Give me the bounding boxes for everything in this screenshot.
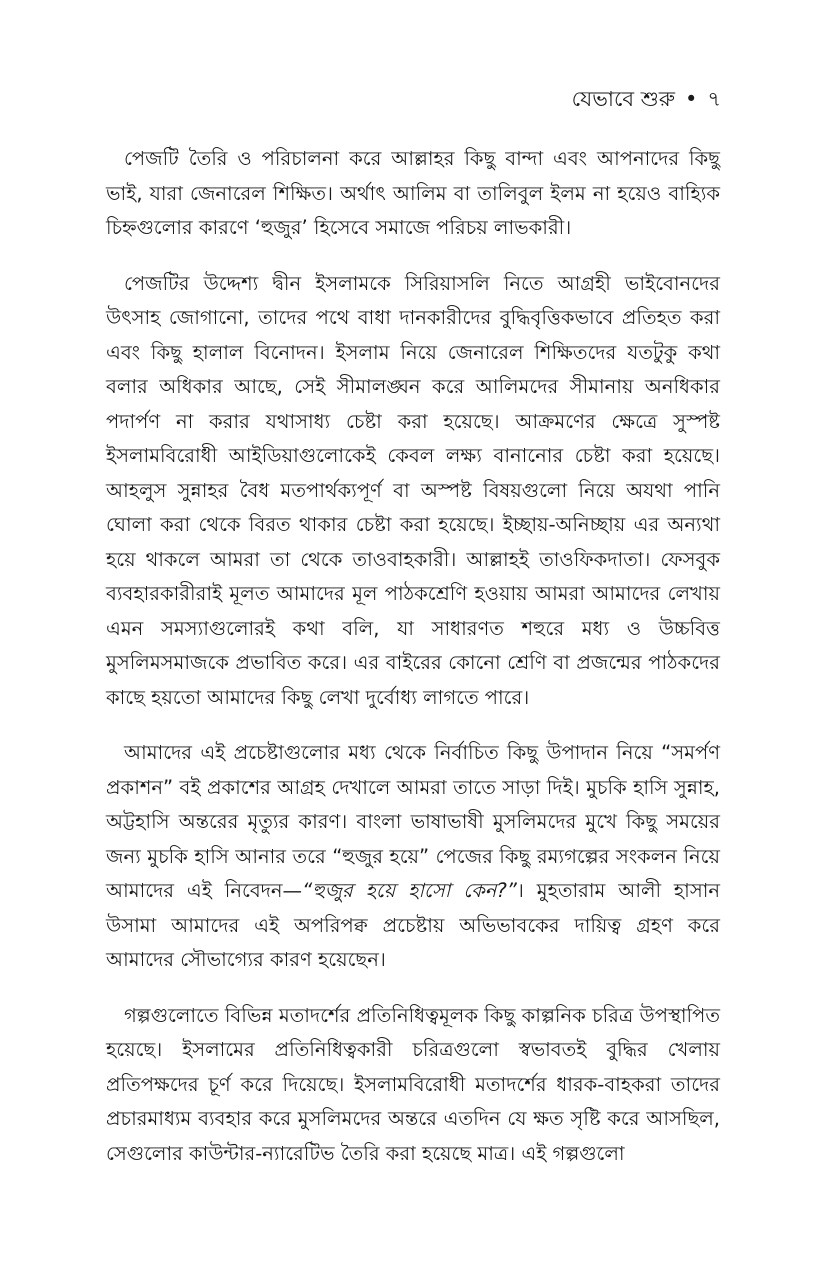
paragraph-4: গল্পগুলোতে বিভিন্ন মতাদর্শের প্রতিনিধিত্বমূলক কিছু কাল্পনিক চরিত্র উপস্থাপিত হয়েছে। ইসলামের প্রতিনিধিত্বকারী চরিত্রগুলো স্বভাবতই বুদ্ধির খেলায় প্রতিপক্ষদের চূর্ণ করে দিয়েছে। ইসলামবিরোধী মতাদর্শের ধারক-বাহকরা তাদের প্রচারমাধ্যম ব্যবহার করে মুসলিমদের অন্তরে এতদিন যে ক্ষত সৃষ্টি করে আসছিল, সেগুলোর কাউন্টার-ন্যারেটিভ তৈরি করা হয়েছে মাত্র। এই গল্পগুলো — [106, 1003, 720, 1165]
paragraph-3-lead: আমাদের এই প্রচেষ্টাগুলোর মধ্য থেকে নির্বাচিত কিছু উপাদান নিয়ে “সমর্পণ প্রকাশন” বই প্রকাশের আগ্রহ দেখালে আমরা তাতে সাড়া দিই। মুচকি হাসি সুন্নাহ, অট্টহাসি অন্তরের মৃত্যুর কারণ। বাংলা ভাষাভাষী মুসলিমদের মুখে কিছু সময়ের জন্য মুচকি হাসি আনার তরে “হুজুর হয়ে” পেজের কিছু রম্যগল্পের সংকলন নিয়ে আমাদের এই নিবেদন— — [106, 741, 720, 902]
running-header — [572, 86, 721, 112]
paragraph-2: পেজটির উদ্দেশ্য দ্বীন ইসলামকে সিরিয়াসলি নিতে আগ্রহী ভাইবোনদের উৎসাহ জোগানো, তাদের পথে বাধা দানকারীদের বুদ্ধিবৃত্তিকভাবে প্রতিহত করা এবং কিছু হালাল বিনোদন। ইসলাম নিয়ে জেনারেল শিক্ষিতদের যতটুকু কথা বলার অধিকার আছে, সেই সীমালঙ্ঘন করে আলিমদের সীমানায় অনধিকার পদার্পণ না করার যথাসাধ্য চেষ্টা করা হয়েছে। আক্রমণের ক্ষেত্রে সুস্পষ্ট ইসলামবিরোধী আইডিয়াগুলোকেই কেবল লক্ষ্য বানানোর চেষ্টা করা হয়েছে। আহলুস সুন্নাহর বৈধ মতপার্থক্যপূর্ণ বা অস্পষ্ট বিষয়গুলো নিয়ে অযথা পানি ঘোলা করা থেকে বিরত থাকার চেষ্টা করা হয়েছে। ইচ্ছায়-অনিচ্ছায় এর অন্যথা হয়ে থাকলে আমরা তা থেকে তাওবাহকারী। আল্লাহই তাওফিকদাতা। ফেসবুক ব্যবহারকারীরাই মূলত আমাদের মূল পাঠকশ্রেণি হওয়ায় আমরা আমাদের লেখায় এমন সমস্যাগুলোরই কথা বলি, যা সাধারণত শহুরে মধ্য ও উচ্চবিত্ত মুসলিমসমাজকে প্রভাবিত করে। এর বাইরের কোনো শ্রেণি বা প্রজন্মের পাঠকদের কাছে হয়তো আমাদের কিছু লেখা দুর্বোধ্য লাগতে পারে। — [106, 271, 720, 709]
paragraph-3-tail: । মুহতারাম আলী হাসান উসামা আমাদের এই অপরিপক্ব প্রচেষ্টায় অভিভাবকের দায়িত্ব গ্রহণ করে আমাদের সৌভাগ্যের কারণ হয়েছেন। — [106, 879, 720, 971]
paragraph-1: পেজটি তৈরি ও পরিচালনা করে আল্লাহর কিছু বান্দা এবং আপনাদের কিছু ভাই, যারা জেনারেল শিক্ষিত। অর্থাৎ আলিম বা তালিবুল ইলম না হয়েও বাহ্যিক চিহ্নগুলোর কারণে ‘হুজুর’ হিসেবে সমাজে পরিচয় লাভকারী। — [106, 147, 720, 239]
chapter-title: যেভাবে শুরু — [571, 87, 675, 111]
body-text — [106, 142, 720, 1192]
header-separator: • — [684, 87, 698, 111]
paragraph-3 — [106, 736, 720, 978]
book-title-quote: “হুজুর হয়ে হাসো কেন?” — [302, 879, 517, 902]
page-number: ৭ — [707, 87, 721, 111]
